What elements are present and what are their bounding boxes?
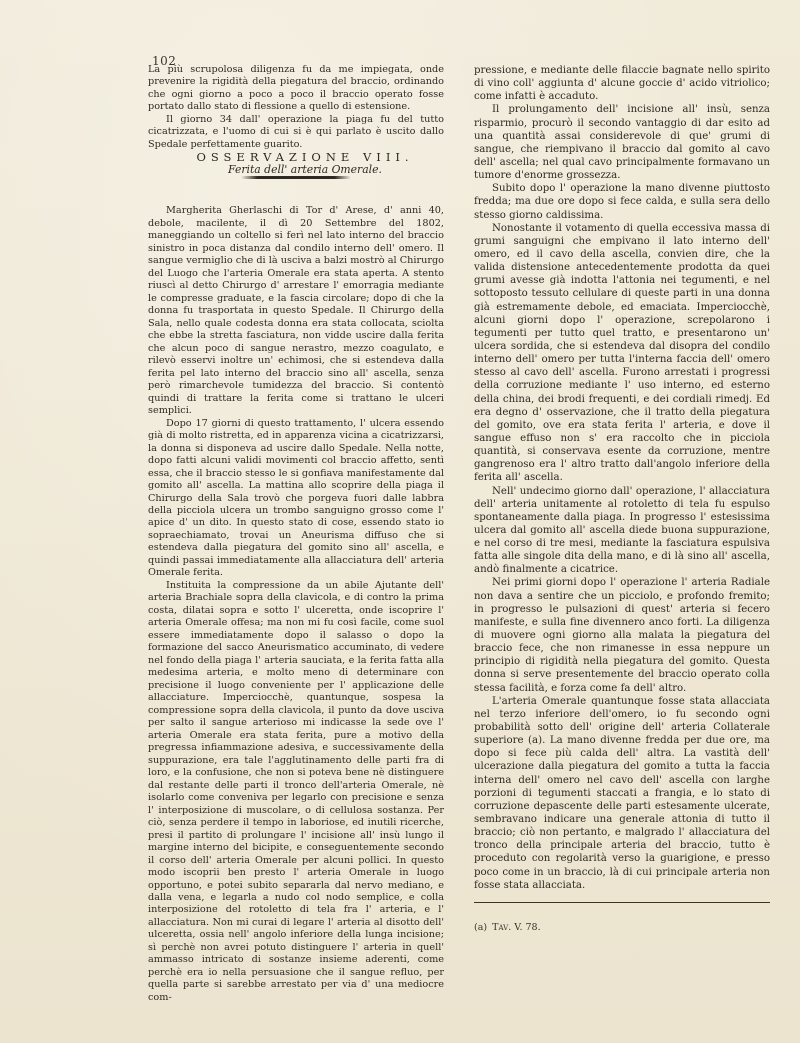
paragraph: Margherita Gherlaschi di Tor d' Arese, d' anni 40, debole, macilente, il dì 20 Settembre del 1802, maneggiando un coltello si ferì nel lato interno del braccio sinistro in poca distanza dal condilo interno dell' omero. Il sangue vermiglio che di là usciva a balzi mostrò al Chirurgo del Luogo che l'arteria Omerale era stata aperta. A stento riuscì al detto Chirurgo d' arrestare l' emorragia mediante le compresse graduate, e la fascia circolare; dopo di che la donna fu trasportata in questo Spedale. Il Chirurgo della Sala, nello quale codesta donna era stata collocata, sciolta che ebbe la stretta fasciatura, non vidde uscire dalla ferita che alcun poco di sangue nerastro, mezzo coagulato, e rilevò esservi inoltre un' echimosi, che si estendeva dalla ferita pel lato interno del braccio sino all' ascella, senza però rimarchevole tumidezza del braccio. Si contentò quindi di trattare la ferita come si trattano le ulceri semplici. [148,205,444,417]
footnote-marker: (a) [474,922,488,933]
paragraph: Il giorno 34 dall' operazione la piaga fu del tutto cicatrizzata, e l'uomo di cui si è qui parlato è uscito dallo Spedale perfettamente guarito. [148,113,444,150]
footnote-divider [474,902,770,903]
page-number: 102 [152,54,177,68]
left-column [148,64,444,1004]
paragraph: Instituita la compressione da un abile Ajutante dell' arteria Brachiale sopra della clavicola, e di contro la prima costa, dilatai sopra e sotto l' ulceretta, onde iscoprire l' arteria Omerale offesa; ma non mi fu così facile, come suol essere immediatamente dopo il salasso o dopo la formazione del sacco Aneurismatico accuminato, di vedere nel fondo della piaga l' arteria sauciata, e la ferita fatta alla medesima arteria, e molto meno di determinare con precisione il luogo conveniente per l' applicazione delle allacciature. Imperciocchè, quantunque, sospesa la compressione sopra della clavicola, il punto da dove usciva per salto il sangue arterioso mi indicasse la sede ove l' arteria Omerale era stata ferita, pure a motivo della pregressa infiammazione adesiva, e successivamente della suppurazione, era tale l'agglutinamento delle parti fra di loro, e la confusione, che non si poteva bene nè distinguere dal restante delle parti il tronco dell'arteria Omerale, nè isolarlo come conveniva per legarlo con precisione e senza l' interposizione di muscolare, o di cellulosa sostanza. Per ciò, senza perdere il tempo in laboriose, ed inutili ricerche, presi il partito di prolungare l' incisione all' insù lungo il margine interno del bicipite, e conseguentemente secondo il corso dell' arteria Omerale per alcuni pollici. In questo modo iscoprii ben presto l' arteria Omerale in luogo opportuno, e potei subito separarla dal nervo mediano, e dalla vena, e legarla a nudo col nodo semplice, e colla interposizione del rotoletto di tela fra l' arteria, e l' allacciatura. Non mi curai di legare l' arteria al disotto dell' ulceretta, ossia nell' angolo inferiore della lunga incisione; sì perchè non avrei potuto distinguere l' arteria in quell' ammasso intricato di sostanze insieme aderenti, come perchè era io nella persuasione che il sangue refluo, per quella parte si sarebbe arrestato per via d' una mediocre com- [148,579,444,1003]
paragraph: La più scrupolosa diligenza fu da me impiegata, onde prevenire la rigidità della piegatura del braccio, ordinando che ogni giorno a poco a poco il braccio operato fosse portato dallo stato di flessione a quello di estensione. [148,64,444,113]
ornamental-rule [241,176,351,179]
paragraph: Nell' undecimo giorno dall' operazione, l' allacciatura dell' arteria unitamente al rotoletto di tela fu espulso spontaneamente dalla piaga. In progresso l' estesissima ulcera dal gomito all' ascella diede buona suppurazione, e nel corso di tre mesi, mediante la fasciatura espulsiva fatta alle singole dita della mano, e di là sino all' ascella, andò finalmente a cicatrice. [474,485,770,576]
paragraph: Subito dopo l' operazione la mano divenne piuttosto fredda; ma due ore dopo si fece calda, e sulla sera dello stesso giorno caldissima. [474,183,770,221]
observation-subtitle: Ferita dell' arteria Omerale. [228,162,382,176]
footnote [474,922,541,933]
paragraph: Nei primi giorni dopo l' operazione l' arteria Radiale non dava a sentire che un picciolo, e profondo fremito; in progresso le pulsazioni di quest' arteria si fecero manifeste, e sulla fine divennero anco forti. La diligenza di muovere ogni giorno alla malata la piegatura del braccio fece, che non rimanesse in essa neppure un principio di rigidità nella piegatura del gomito. Questa donna si serve presentemente del braccio operato colla stessa facilità, e forza come fa dell' altro. [474,577,770,694]
paragraph: Il prolungamento dell' incisione all' insù, senza risparmio, procurò il secondo vantaggio di dar esito ad una quantità assai considerevole di que' grumi di sangue, che riempivano il braccio dal gomito al cavo dell' ascella; nel qual cavo principalmente formavano un tumore d'enorme grossezza. [474,104,770,182]
observation-title: OSSERVAZIONE VIII. [196,150,414,165]
paragraph: pressione, e mediante delle filaccie bagnate nello spirito di vino coll' aggiunta d' alcune goccie d' acido vitriolico; come infatti è accaduto. [474,65,770,103]
paragraph: Nonostante il votamento di quella eccessiva massa di grumi sanguigni che empivano il lato interno dell' omero, ed il cavo della ascella, convien dire, che la valida distensione antecedentemente prodotta da quei grumi avesse già indotta l'attonia nei tegumenti, e nel sottoposto tessuto cellulare di queste parti in una donna già estremamente debole, ed emaciata. Imperciocchè, alcuni giorni dopo l' operazione, screpolarono i tegumenti per tutto quel tratto, e presentarono un' ulcera sordida, che si estendeva dal disopra del condilo interno dell' omero per tutta l'interna faccia dell' omero stesso al cavo dell' ascella. Furono arrestati i progressi della corruzione mediante l' uso interno, ed esterno della china, dei brodi frequenti, e dei cordiali rimedj. Ed era degno d' osservazione, che il tratto della piegatura del gomito, ove era stata ferita l' arteria, e dove il sangue effuso non s' era raccolto che in picciola quantità, si conservava esente da corruzione, mentre gangrenoso era l' altro tratto dall'angolo inferiore della ferita all' ascella. [474,222,770,484]
right-column [474,64,770,892]
paragraph: L'arteria Omerale quantunque fosse stata allacciata nel terzo inferiore dell'omero, io fu secondo ogni probabilità sotto dell' origine dell' arteria Collaterale superiore (a). La mano divenne fredda per due ore, ma dopo si fece più calda dell' altra. La vastità dell' ulcerazione dalla piegatura del gomito a tutta la faccia interna dell' omero nel cavo dell' ascella con larghe porzioni di tegumenti staccati a frangia, e lo stato di corruzione depascente delle parti estesamente ulcerate, sembravano indicare una generale attonia di tutto il braccio; ciò non pertanto, e malgrado l' allacciatura del tronco della principale arteria del braccio, tutto è proceduto con regolarità verso la guarigione, e presso poco come in un braccio, là di cui principale arteria non fosse stata allacciata. [474,695,770,891]
footnote-text: Tav. V. 78. [492,922,541,933]
paragraph: Dopo 17 giorni di questo trattamento, l' ulcera essendo già di molto ristretta, ed in apparenza vicina a cicatrizzarsi, la donna si disponeva ad uscire dallo Spedale. Nella notte, dopo fatti alcuni validi movimenti col braccio affetto, sentì essa, che il braccio stesso le si gonfiava manifestamente dal gomito all' ascella. La mattina allo scoprire della piaga il Chirurgo della Sala trovò che porgeva fuori dalle labbra della picciola ulcera un trombo sanguigno grosso come l' apice d' un dito. In questo stato di cose, essendo stato io sopraechiamato, trovai un Aneurisma diffuso che si estendeva dalla piegatura del gomito sino all' ascella, e quindi passai immediatamente alla allacciatura dell' arteria Omerale ferita. [148,417,444,579]
